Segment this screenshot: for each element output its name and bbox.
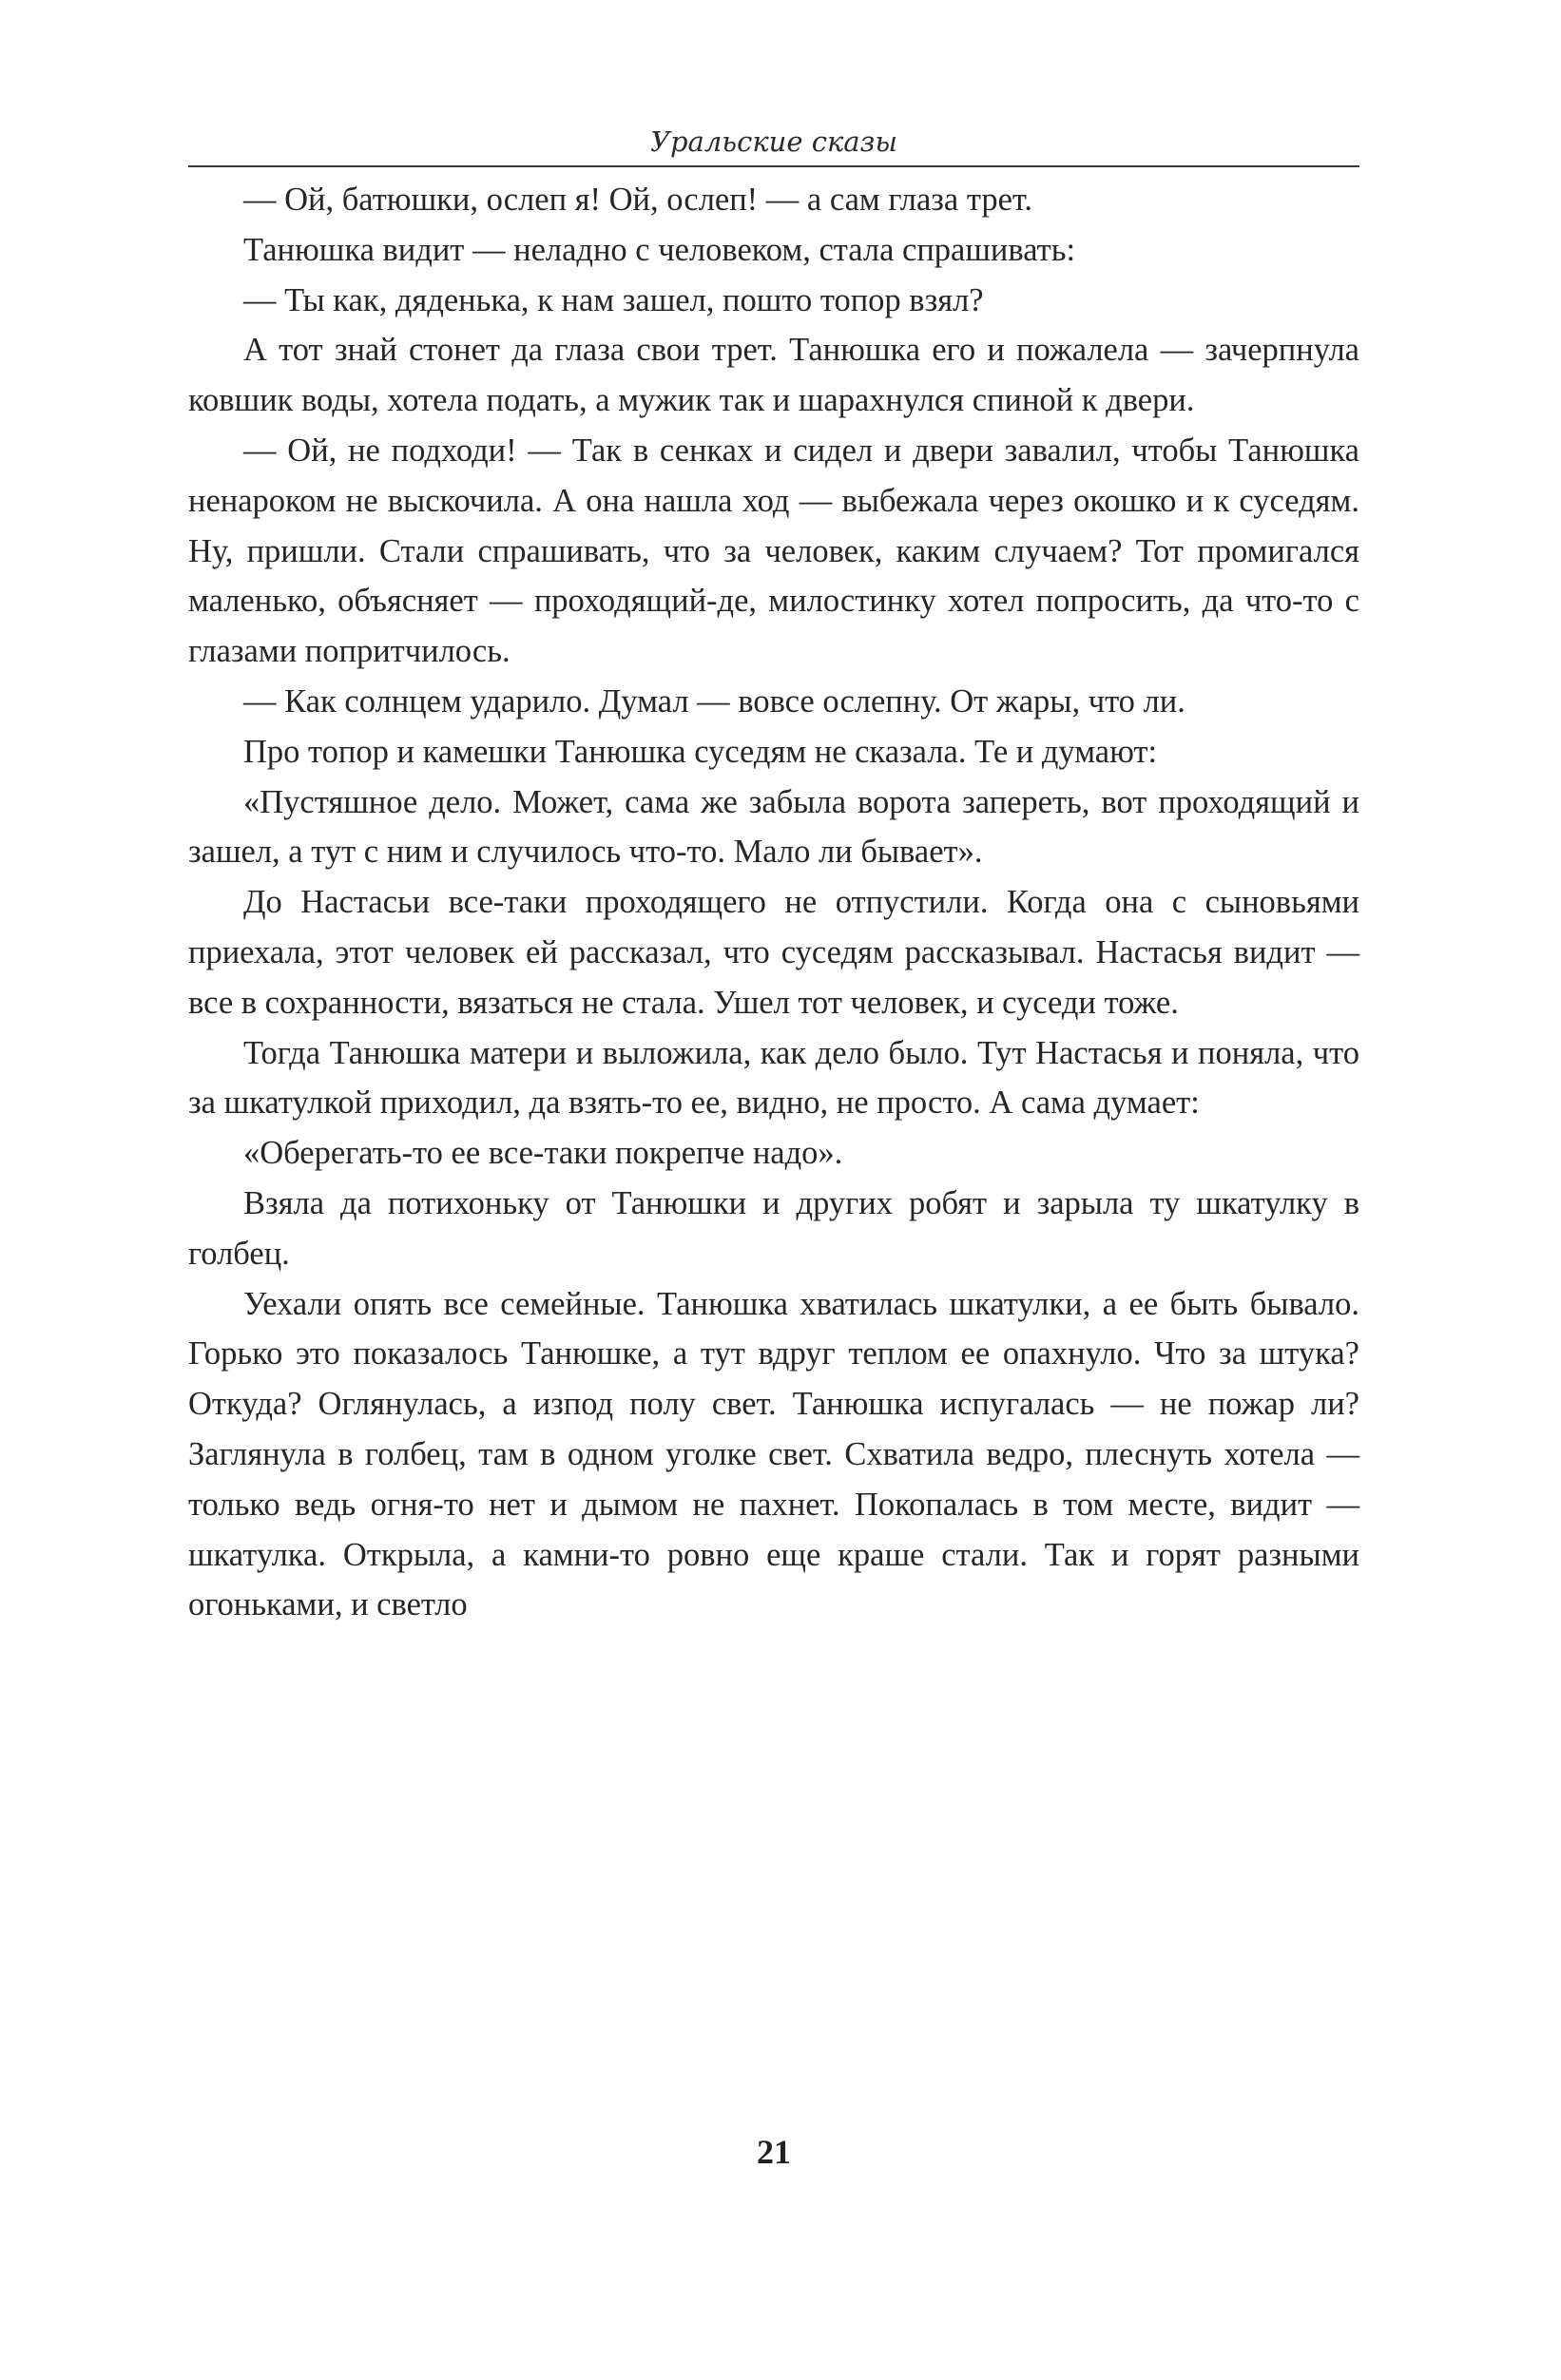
page-number: 21 [757,2133,791,2171]
paragraph: А тот знай стонет да глаза свои трет. Танюшка его и пожалела — зачерпнула ковшик воды, хотела подать, а мужик так и шарахнулся спиной к двери. [188,332,1359,419]
paragraph: Танюшка видит — неладно с человеком, стала спрашивать: [243,231,1076,268]
paragraph: — Ты как, дяденька, к нам зашел, пошто топор взял? [243,281,984,318]
body-text [188,175,1359,1630]
paragraph: «Оберегать-то ее все-таки покрепче надо». [243,1135,843,1172]
running-head: Уральские сказы [650,125,897,158]
paragraph: Взяла да потихоньку от Танюшки и других робят и зарыла ту шкатулку в голбец. [188,1184,1359,1272]
paragraph: — Ой, батюшки, ослеп я! Ой, ослеп! — а сам глаза трет. [243,182,1033,218]
paragraph: До Настасьи все-таки проходящего не отпустили. Когда она с сыновьями приехала, этот человек ей рассказал, что суседям рассказывал. Настасья видит — все в сохранности, вязаться не стала. Ушел тот человек, и суседи тоже. [188,884,1359,1021]
paragraph: Про топор и камешки Танюшка суседям не сказала. Те и думают: [243,733,1158,770]
paragraph: — Как солнцем ударило. Думал — вовсе ослепну. От жары, что ли. [243,682,1185,720]
paragraph: Тогда Танюшка матери и выложила, как дело было. Тут Настасья и поняла, что за шкатулкой приходил, да взять-то ее, видно, не просто. А сама думает: [188,1034,1359,1122]
paragraph: Уехали опять все семейные. Танюшка хватилась шкатулки, а ее быть бывало. Горько это показалось Танюшке, а тут вдруг теплом ее опахнуло. Что за штука? Откуда? Оглянулась, а изпод полу свет. Танюшка испугалась — не пожар ли? Заглянула в голбец, там в одном уголке свет. Схватила ведро, плеснуть хотела — только ведь огня-то нет и дымом не пахнет. Покопалась в том месте, видит — шкатулка. Открыла, а камни-то ровно еще краше стали. Так и горят разными огоньками, и светло [188,1285,1359,1623]
book-page [188,124,1359,2310]
paragraph: — Ой, не подходи! — Так в сенках и сидел и двери завалил, чтобы Танюшка ненароком не выскочила. А она нашла ход — выбежала через окошко и к суседям. Ну, пришли. Стали спрашивать, что за человек, каким случаем? Тот промигался маленько, объясняет — проходящий-де, милостинку хотел попросить, да что-то с глазами попритчилось. [188,432,1359,670]
header-rule [188,165,1359,167]
paragraph: «Пустяшное дело. Может, сама же забыла ворота запереть, вот проходящий и зашел, а тут с ним и случилось что-то. Мало ли бывает». [188,783,1359,871]
